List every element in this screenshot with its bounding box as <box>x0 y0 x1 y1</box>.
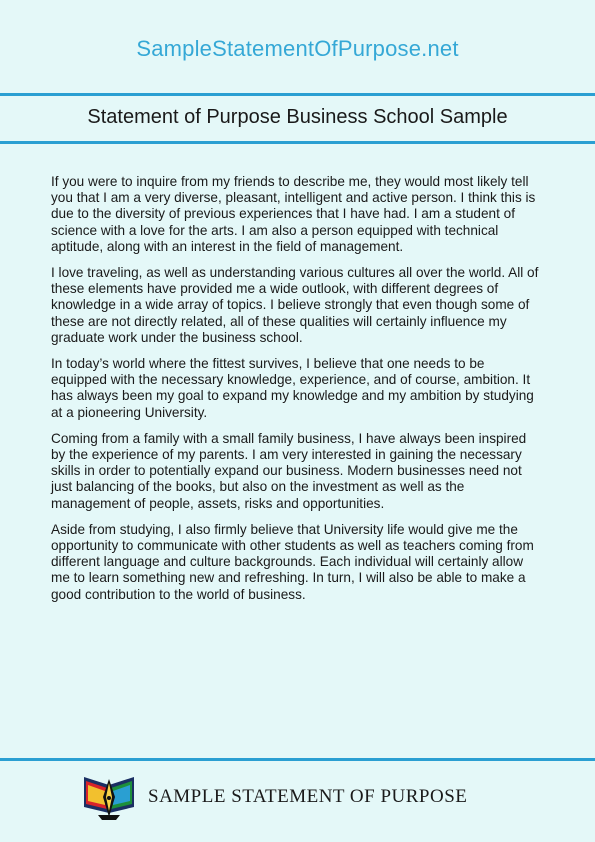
header-divider-bottom <box>0 141 595 144</box>
paragraph: Aside from studying, I also firmly believe that University life would give me the opportunity to communicate with other students as well as teachers coming from different language and culture backgrounds. Each individual will certainly allow me to learn something new and refreshing. In turn, I will also be able to make a good contribution to the world of business. <box>51 521 534 602</box>
book-pen-logo-icon <box>80 773 138 821</box>
paragraph: I love traveling, as well as understanding various cultures all over the world. All of these elements have provided me a wide outlook, with different degrees of knowledge in a wide array of topics. I believe strongly that even though some of these are not directly related, all of these qualities will certainly influence my graduate work under the business school. <box>51 265 539 345</box>
footer <box>80 772 467 822</box>
paragraph: If you were to inquire from my friends to describe me, they would most likely tell you that I am a very diverse, pleasant, intelligent and active person. I think this is due to the diversity of previous experiences that I have had. I am a student of science with a love for the arts. I am also a person equipped with technical aptitude, along with an interest in the field of management. <box>51 174 536 254</box>
header-divider-top <box>0 93 595 96</box>
page-title: Statement of Purpose Business School Sample <box>87 106 508 128</box>
site-name: SampleStatementOfPurpose.net <box>136 36 459 61</box>
footer-brand: SAMPLE STATEMENT OF PURPOSE <box>148 786 468 807</box>
document-body <box>51 174 541 613</box>
paragraph: In today’s world where the fittest survives, I believe that one needs to be equipped with the necessary knowledge, experience, and of course, ambition. It has always been my goal to expand my knowledge and my ambition by studying at a pioneering University. <box>51 356 534 420</box>
paragraph: Coming from a family with a small family business, I have always been inspired by the experience of my parents. I am very interested in gaining the necessary skills in order to potentially expand our business. Modern businesses need not just balancing of the books, but also on the investment as well as the management of people, assets, risks and opportunities. <box>51 430 527 511</box>
footer-divider <box>0 758 595 761</box>
